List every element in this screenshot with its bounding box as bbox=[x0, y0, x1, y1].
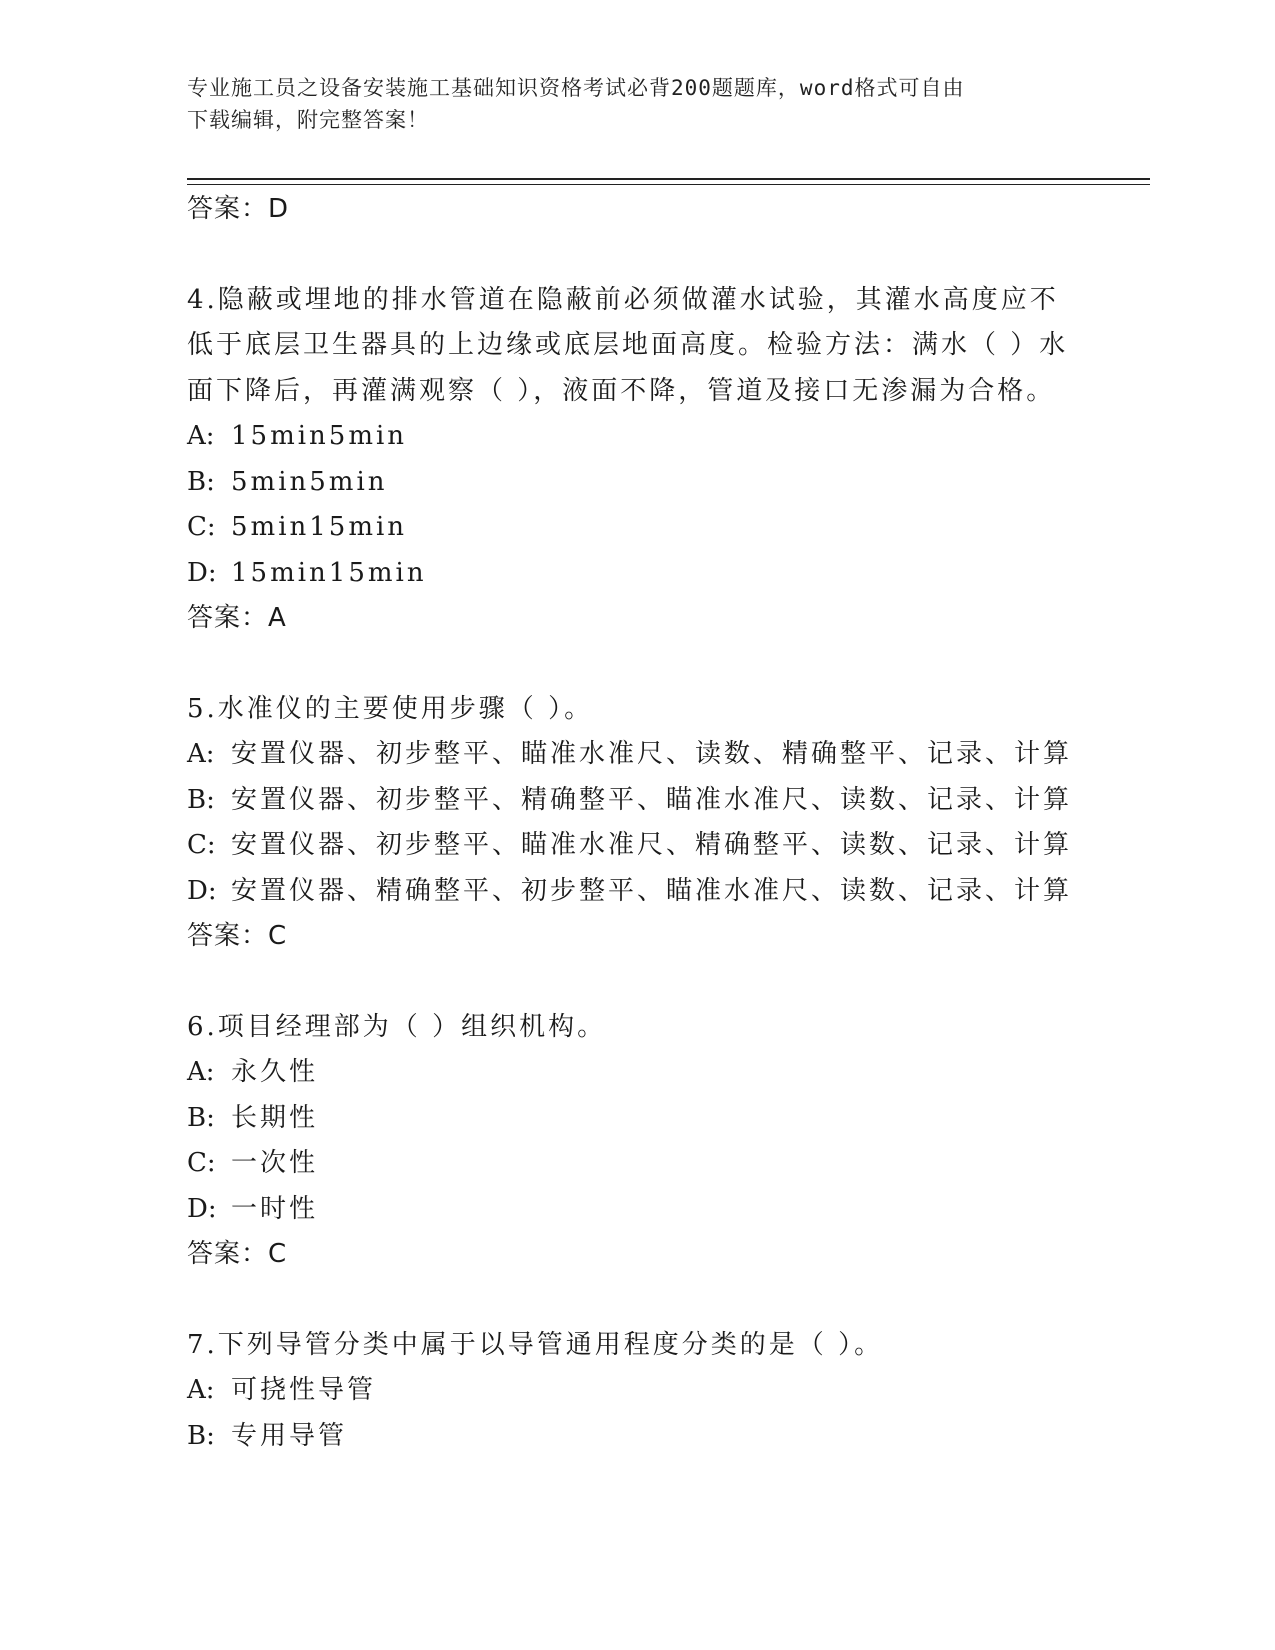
option-text: 5min15min bbox=[231, 512, 408, 542]
option-text: 5min5min bbox=[231, 466, 388, 497]
spacer bbox=[187, 960, 1087, 1005]
option-a bbox=[187, 732, 1087, 778]
header-line-2: 下载编辑，附完整答案！ bbox=[187, 108, 429, 132]
option-d bbox=[187, 1187, 1087, 1233]
option-d bbox=[187, 551, 1087, 597]
option-letter: B: bbox=[187, 466, 215, 497]
question-5 bbox=[187, 687, 1087, 960]
option-text: 永久性 bbox=[231, 1057, 319, 1087]
option-letter: C: bbox=[187, 512, 216, 542]
option-letter: A: bbox=[187, 1375, 215, 1405]
option-text: 一时性 bbox=[231, 1193, 319, 1224]
spacer bbox=[187, 1278, 1087, 1323]
answer-q5: 答案：C bbox=[187, 921, 288, 951]
question-4 bbox=[187, 278, 1087, 642]
option-b bbox=[187, 1414, 1087, 1460]
option-b bbox=[187, 460, 1087, 506]
question-5-line-1: 5.水准仪的主要使用步骤（ ）。 bbox=[187, 693, 594, 724]
answer-q3: 答案：D bbox=[187, 194, 290, 224]
option-text: 15min5min bbox=[231, 421, 408, 451]
option-text: 15min15min bbox=[231, 557, 427, 588]
option-letter: A: bbox=[187, 1057, 215, 1087]
document-header bbox=[187, 72, 1067, 136]
option-letter: A: bbox=[187, 421, 215, 451]
option-text: 安置仪器、初步整平、精确整平、瞄准水准尺、读数、记录、计算 bbox=[231, 784, 1073, 815]
header-rule-thin bbox=[187, 184, 1150, 185]
spacer bbox=[187, 642, 1087, 687]
option-letter: D: bbox=[187, 557, 217, 588]
question-list bbox=[187, 187, 1087, 1459]
option-letter: D: bbox=[187, 875, 217, 906]
option-text: 长期性 bbox=[231, 1102, 319, 1133]
option-letter: C: bbox=[187, 830, 216, 860]
option-text: 安置仪器、精确整平、初步整平、瞄准水准尺、读数、记录、计算 bbox=[231, 875, 1073, 906]
option-letter: B: bbox=[187, 1420, 215, 1451]
option-text: 专用导管 bbox=[231, 1420, 348, 1451]
question-6 bbox=[187, 1005, 1087, 1278]
option-b bbox=[187, 1096, 1087, 1142]
answer-q6: 答案：C bbox=[187, 1239, 288, 1269]
question-4-line-2: 低于底层卫生器具的上边缘或底层地面高度。检验方法：满水（ ）水 bbox=[187, 330, 1069, 360]
spacer bbox=[187, 233, 1087, 278]
option-letter: B: bbox=[187, 1102, 215, 1133]
option-text: 一次性 bbox=[231, 1148, 319, 1178]
option-c bbox=[187, 505, 1087, 551]
question-7 bbox=[187, 1323, 1087, 1460]
option-b bbox=[187, 778, 1087, 824]
option-a bbox=[187, 1368, 1087, 1414]
option-letter: D: bbox=[187, 1193, 217, 1224]
option-a bbox=[187, 414, 1087, 460]
header-line-1: 专业施工员之设备安装施工基础知识资格考试必背200题题库，word格式可自由 bbox=[187, 76, 965, 100]
question-6-line-1: 6.项目经理部为（ ）组织机构。 bbox=[187, 1011, 607, 1042]
answer-q4: 答案：A bbox=[187, 603, 287, 633]
option-text: 安置仪器、初步整平、瞄准水准尺、读数、精确整平、记录、计算 bbox=[231, 739, 1073, 769]
option-letter: C: bbox=[187, 1148, 216, 1178]
option-text: 可挠性导管 bbox=[231, 1375, 377, 1405]
option-letter: A: bbox=[187, 739, 215, 769]
option-text: 安置仪器、初步整平、瞄准水准尺、精确整平、读数、记录、计算 bbox=[231, 830, 1073, 860]
question-4-line-3: 面下降后，再灌满观察（ ），液面不降，管道及接口无渗漏为合格。 bbox=[187, 375, 1056, 406]
option-c bbox=[187, 823, 1087, 869]
question-4-line-1: 4.隐蔽或埋地的排水管道在隐蔽前必须做灌水试验，其灌水高度应不 bbox=[187, 284, 1059, 315]
option-d bbox=[187, 869, 1087, 915]
option-letter: B: bbox=[187, 784, 215, 815]
question-7-line-1: 7.下列导管分类中属于以导管通用程度分类的是（ ）。 bbox=[187, 1329, 884, 1360]
header-rule-thick bbox=[187, 178, 1150, 180]
option-c bbox=[187, 1141, 1087, 1187]
option-a bbox=[187, 1050, 1087, 1096]
